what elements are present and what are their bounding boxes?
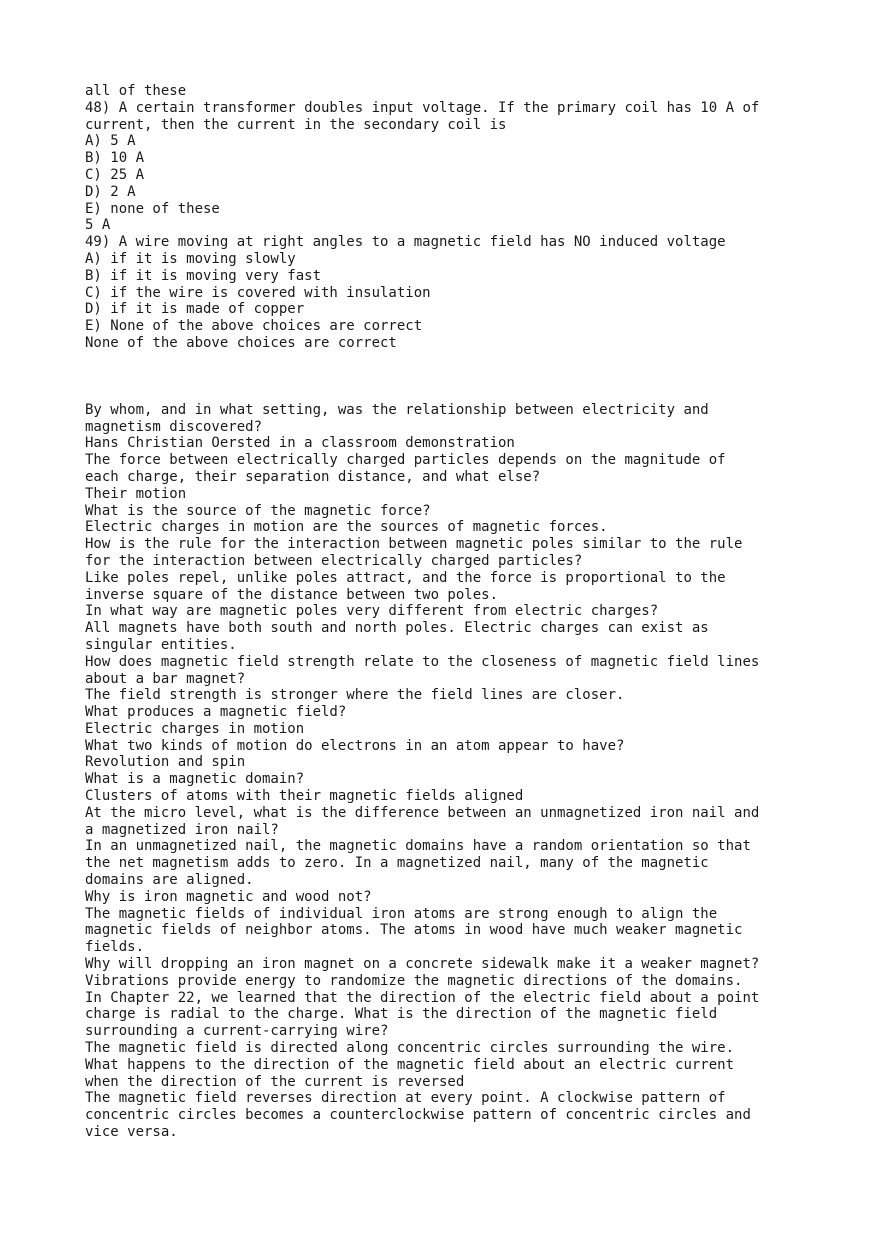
qa-text-line: each charge, their separation distance, and what else? <box>85 468 541 485</box>
qa-text-line: The magnetic field reverses direction at every point. A clockwise pattern of <box>85 1090 726 1107</box>
qa-text-line: What two kinds of motion do electrons in an atom appear to have? <box>85 737 625 754</box>
quiz-text-line: B) if it is moving very fast <box>85 267 322 284</box>
qa-text-line: All magnets have both south and north poles. Electric charges can exist as <box>85 620 709 637</box>
qa-text-line: Clusters of atoms with their magnetic fields aligned <box>85 788 524 805</box>
quiz-text-line: E) None of the above choices are correct <box>85 318 423 335</box>
qa-text-line: What produces a magnetic field? <box>85 704 347 721</box>
quiz-text-line: all of these <box>85 83 187 99</box>
qa-text-line: In what way are magnetic poles very different from electric charges? <box>85 603 659 620</box>
qa-text-line: Vibrations provide energy to randomize the magnetic directions of the domains. <box>85 972 743 989</box>
qa-text-line: In Chapter 22, we learned that the direction of the electric field about a point <box>85 989 760 1006</box>
qa-text-line: Why is iron magnetic and wood not? <box>85 888 372 905</box>
qa-text-line: when the direction of the current is reversed <box>85 1073 465 1090</box>
quiz-text-line: None of the above choices are correct <box>85 334 397 351</box>
quiz-text-line: B) 10 A <box>85 150 145 167</box>
quiz-text-line: 5 A <box>85 217 111 234</box>
qa-text-line: In an unmagnetized nail, the magnetic domains have a random orientation so that <box>85 838 751 855</box>
qa-text-line: The field strength is stronger where the field lines are closer. <box>85 687 625 704</box>
quiz-text-line: 48) A certain transformer doubles input voltage. If the primary coil has 10 A of <box>85 99 760 116</box>
qa-text-line: Electric charges in motion <box>85 720 305 737</box>
qa-text-line: Why will dropping an iron magnet on a concrete sidewalk make it a weaker magnet? <box>85 956 760 973</box>
qa-text-line: The magnetic fields of individual iron atoms are strong enough to align the <box>85 905 718 922</box>
qa-text-line: fields. <box>85 939 145 956</box>
qa-text-line: Like poles repel, unlike poles attract, and the force is proportional to the <box>85 569 726 586</box>
qa-text-line: Revolution and spin <box>85 754 246 771</box>
qa-text-line: At the micro level, what is the difference between an unmagnetized iron nail and <box>85 804 760 821</box>
qa-text-line: singular entities. <box>85 636 237 653</box>
flashcard-qa-section <box>85 402 825 1141</box>
qa-text-line: magnetic fields of neighbor atoms. The atoms in wood have much weaker magnetic <box>85 922 743 939</box>
qa-text-line: Electric charges in motion are the sources of magnetic forces. <box>85 519 608 536</box>
quiz-text-line: E) none of these <box>85 200 220 217</box>
qa-text-line: What is the source of the magnetic force? <box>85 502 431 519</box>
quiz-text-line: D) if it is made of copper <box>85 301 305 318</box>
qa-text-line: The magnetic field is directed along concentric circles surrounding the wire. <box>85 1040 735 1057</box>
section-gap <box>85 352 825 402</box>
qa-text-line: vice versa. <box>85 1124 178 1141</box>
quiz-text-line: A) if it is moving slowly <box>85 250 296 267</box>
qa-text-line: charge is radial to the charge. What is the direction of the magnetic field <box>85 1006 718 1023</box>
qa-text-line: about a bar magnet? <box>85 670 246 687</box>
quiz-text-line: current, then the current in the secondary coil is <box>85 116 507 133</box>
quiz-questions-section <box>85 83 825 352</box>
qa-text-line: concentric circles becomes a counterclockwise pattern of concentric circles and <box>85 1107 751 1124</box>
quiz-text-line: C) if the wire is covered with insulation <box>85 284 431 301</box>
quiz-text-line: A) 5 A <box>85 133 136 150</box>
qa-text-line: inverse square of the distance between two poles. <box>85 586 499 603</box>
quiz-text-line: 49) A wire moving at right angles to a magnetic field has NO induced voltage <box>85 234 726 251</box>
qa-text-line: magnetism discovered? <box>85 418 263 435</box>
qa-text-line: By whom, and in what setting, was the relationship between electricity and <box>85 401 709 418</box>
qa-text-line: Their motion <box>85 485 187 502</box>
quiz-text-line: D) 2 A <box>85 183 136 200</box>
document-page <box>85 83 825 1141</box>
qa-text-line: The force between electrically charged particles depends on the magnitude of <box>85 452 726 469</box>
qa-text-line: How does magnetic field strength relate to the closeness of magnetic field lines <box>85 653 760 670</box>
qa-text-line: What happens to the direction of the magnetic field about an electric current <box>85 1056 735 1073</box>
qa-text-line: the net magnetism adds to zero. In a magnetized nail, many of the magnetic <box>85 855 709 872</box>
quiz-text-line: C) 25 A <box>85 166 145 183</box>
qa-text-line: for the interaction between electrically charged particles? <box>85 552 583 569</box>
qa-text-line: How is the rule for the interaction between magnetic poles similar to the rule <box>85 536 743 553</box>
qa-text-line: Hans Christian Oersted in a classroom demonstration <box>85 435 515 452</box>
qa-text-line: domains are aligned. <box>85 872 254 889</box>
qa-text-line: surrounding a current-carrying wire? <box>85 1023 389 1040</box>
qa-text-line: a magnetized iron nail? <box>85 821 279 838</box>
qa-text-line: What is a magnetic domain? <box>85 771 305 788</box>
